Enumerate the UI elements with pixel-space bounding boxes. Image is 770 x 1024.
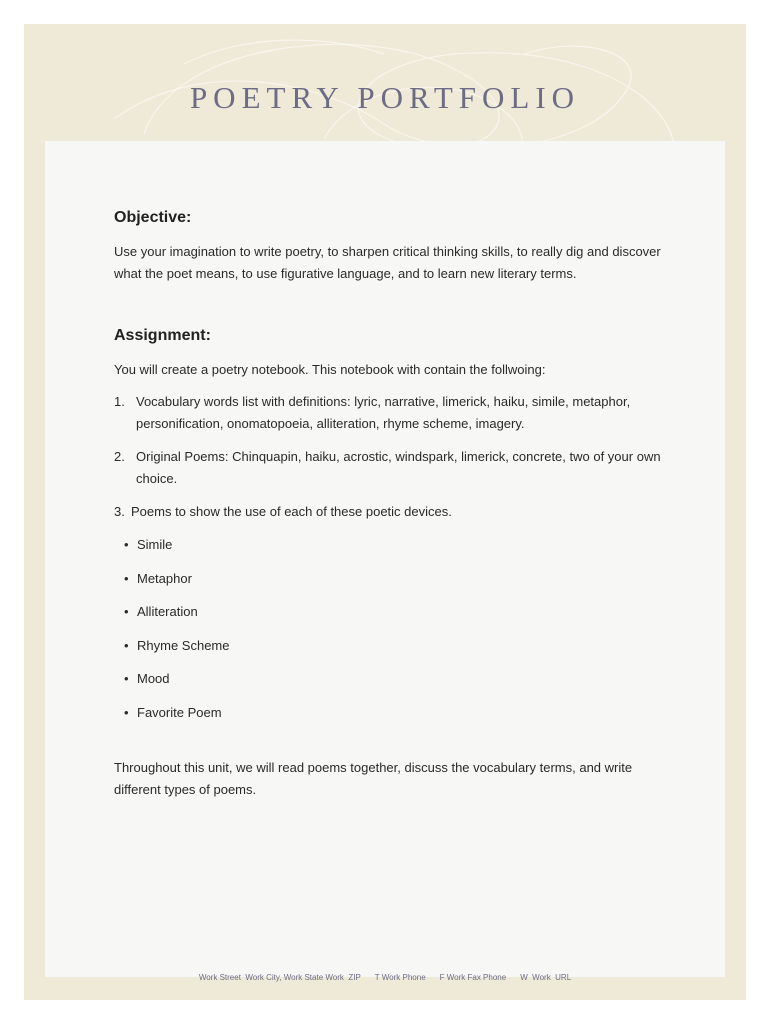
footer-address: Work Street Work City, Work State Work ZIP bbox=[198, 973, 361, 982]
footer bbox=[24, 973, 746, 982]
list-item bbox=[124, 635, 674, 657]
item-number: 3. bbox=[114, 504, 125, 519]
list-item bbox=[124, 534, 674, 556]
list-item bbox=[124, 568, 674, 590]
assignment-item bbox=[114, 501, 674, 523]
footer-phone: T Work Phone bbox=[374, 973, 426, 982]
objective-text: Use your imagination to write poetry, to sharpen critical thinking skills, to really dig and discover what the poet means, to use figurative language, and to learn new literary terms. bbox=[114, 244, 661, 281]
list-item-label: Favorite Poem bbox=[137, 704, 222, 720]
footer-fax: F Work Fax Phone bbox=[439, 973, 507, 982]
assignment-intro: You will create a poetry notebook. This notebook with contain the follwoing: bbox=[114, 362, 546, 377]
bullet-icon: • bbox=[124, 671, 129, 686]
content-body bbox=[114, 207, 674, 801]
page-frame bbox=[24, 24, 746, 1000]
content-sheet bbox=[45, 141, 725, 977]
list-item bbox=[124, 601, 674, 623]
bullet-icon: • bbox=[124, 704, 129, 720]
list-item-label: Mood bbox=[137, 671, 170, 686]
poetic-devices-list bbox=[114, 534, 674, 724]
assignment-heading: Assignment: bbox=[114, 327, 211, 344]
bullet-icon: • bbox=[124, 637, 129, 653]
bullet-icon: • bbox=[124, 537, 129, 552]
bullet-icon: • bbox=[124, 604, 129, 619]
assignment-item bbox=[114, 391, 674, 435]
list-item-label: Rhyme Scheme bbox=[137, 637, 230, 653]
bullet-icon: • bbox=[124, 570, 129, 586]
item-text: Vocabulary words list with definitions: lyric, narrative, limerick, haiku, simile, metaphor, personification, onomatopoeia, alliteration, rhyme scheme, imagery. bbox=[136, 394, 631, 431]
objective-heading: Objective: bbox=[114, 209, 192, 226]
item-number: 1. bbox=[114, 394, 125, 409]
list-item-label: Metaphor bbox=[137, 570, 192, 586]
list-item bbox=[124, 702, 674, 724]
list-item bbox=[124, 668, 674, 690]
footer-url: W Work URL bbox=[520, 973, 572, 982]
item-number: 2. bbox=[114, 449, 125, 464]
assignment-item bbox=[114, 446, 674, 490]
closing-text: Throughout this unit, we will read poems together, discuss the vocabulary terms, and write different types of poems. bbox=[114, 759, 633, 797]
list-item-label: Simile bbox=[137, 537, 173, 552]
item-text: Poems to show the use of each of these poetic devices. bbox=[131, 504, 452, 519]
page-title: POETRY PORTFOLIO bbox=[189, 80, 581, 115]
list-item-label: Alliteration bbox=[137, 604, 198, 619]
item-text: Original Poems: Chinquapin, haiku, acrostic, windspark, limerick, concrete, two of your own choice. bbox=[136, 449, 661, 486]
